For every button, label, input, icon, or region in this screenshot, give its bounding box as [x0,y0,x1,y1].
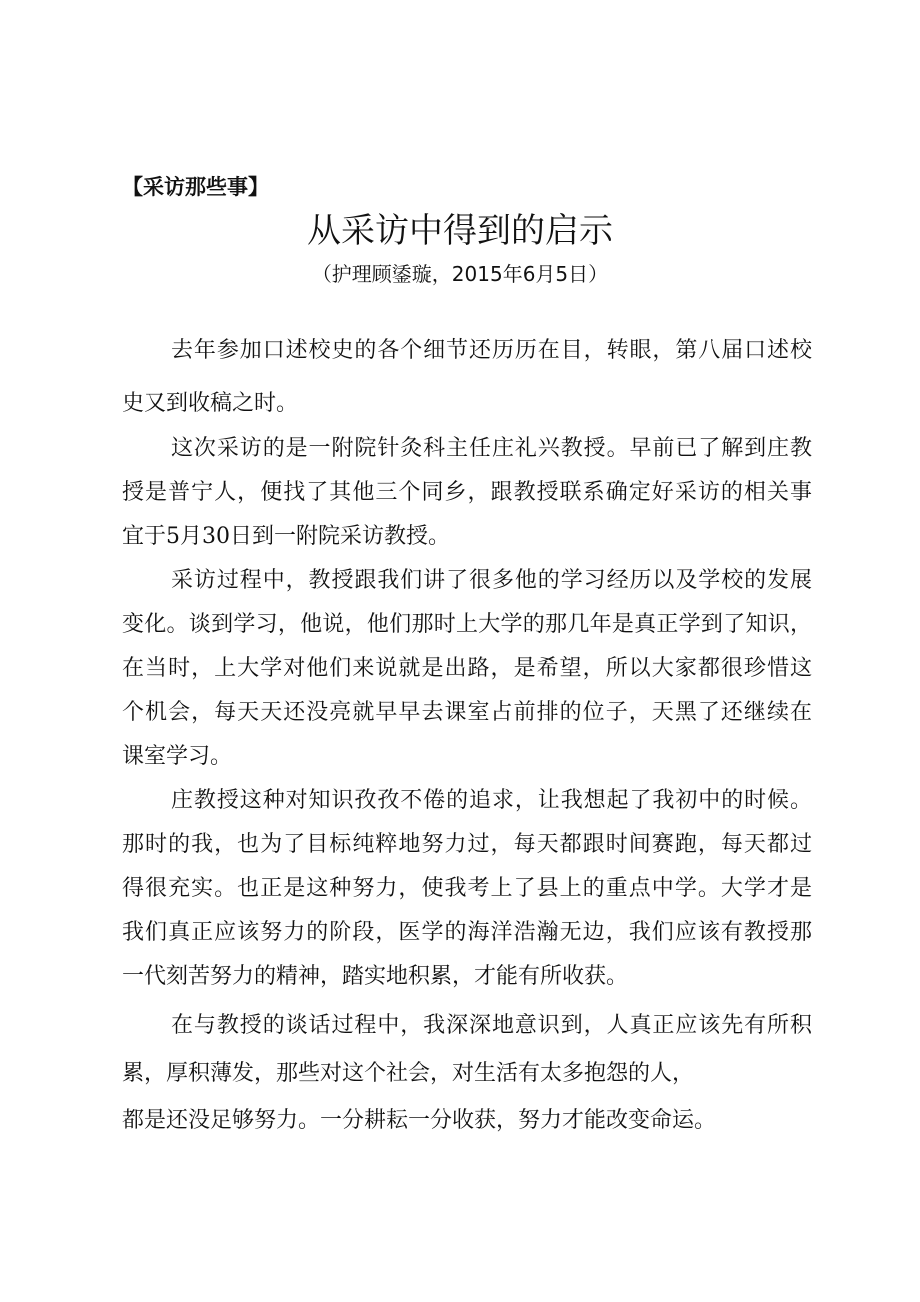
paragraph-line: 在当时，上大学对他们来说就是出路，是希望，所以大家都很珍惜这 [122,656,812,681]
paragraph-line: 这次采访的是一附院针灸科主任庄礼兴教授。早前已了解到庄教 [171,436,812,461]
paragraph-line: 我们真正应该努力的阶段，医学的海洋浩瀚无边，我们应该有教授那 [122,920,812,945]
paragraph-line: 一代刻苦努力的精神，踏实地积累，才能有所收获。 [122,964,629,989]
paragraph-line: 采访过程中，教授跟我们讲了很多他的学习经历以及学校的发展 [171,568,812,593]
paragraph-line: 变化。谈到学习，他说，他们那时上大学的那几年是真正学到了知识， [122,612,812,637]
paragraph-line: 去年参加口述校史的各个细节还历历在目，转眼，第八届口述校 [171,338,812,363]
paragraph-line: 那时的我，也为了目标纯粹地努力过，每天都跟时间赛跑，每天都过 [122,832,812,857]
section-tag: 【采访那些事】 [122,175,269,199]
paragraph-line: 课室学习。 [122,744,233,769]
paragraph-line: 在与教授的谈话过程中，我深深地意识到，人真正应该先有所积 [171,1013,812,1038]
paragraph-line: 都是还没足够努力。一分耕耘一分收获，努力才能改变命运。 [122,1108,717,1133]
paragraph-line: 累，厚积薄发，那些对这个社会，对生活有太多抱怨的人， [122,1061,695,1086]
paragraph-line: 庄教授这种对知识孜孜不倦的追求，让我想起了我初中的时候。 [171,788,812,813]
page-subtitle: （护理顾鋈璇，2015年6月5日） [311,262,609,286]
paragraph-line: 个机会，每天天还没亮就早早去课室占前排的位子，天黑了还继续在 [122,700,812,725]
paragraph-line: 史又到收稿之时。 [122,391,299,416]
paragraph-line: 授是普宁人，便找了其他三个同乡，跟教授联系确定好采访的相关事 [122,480,812,505]
page-title: 从采访中得到的启示 [307,211,613,251]
paragraph-line: 宜于5月30日到一附院采访教授。 [122,524,450,549]
paragraph-line: 得很充实。也正是这种努力，使我考上了县上的重点中学。大学才是 [122,876,812,901]
